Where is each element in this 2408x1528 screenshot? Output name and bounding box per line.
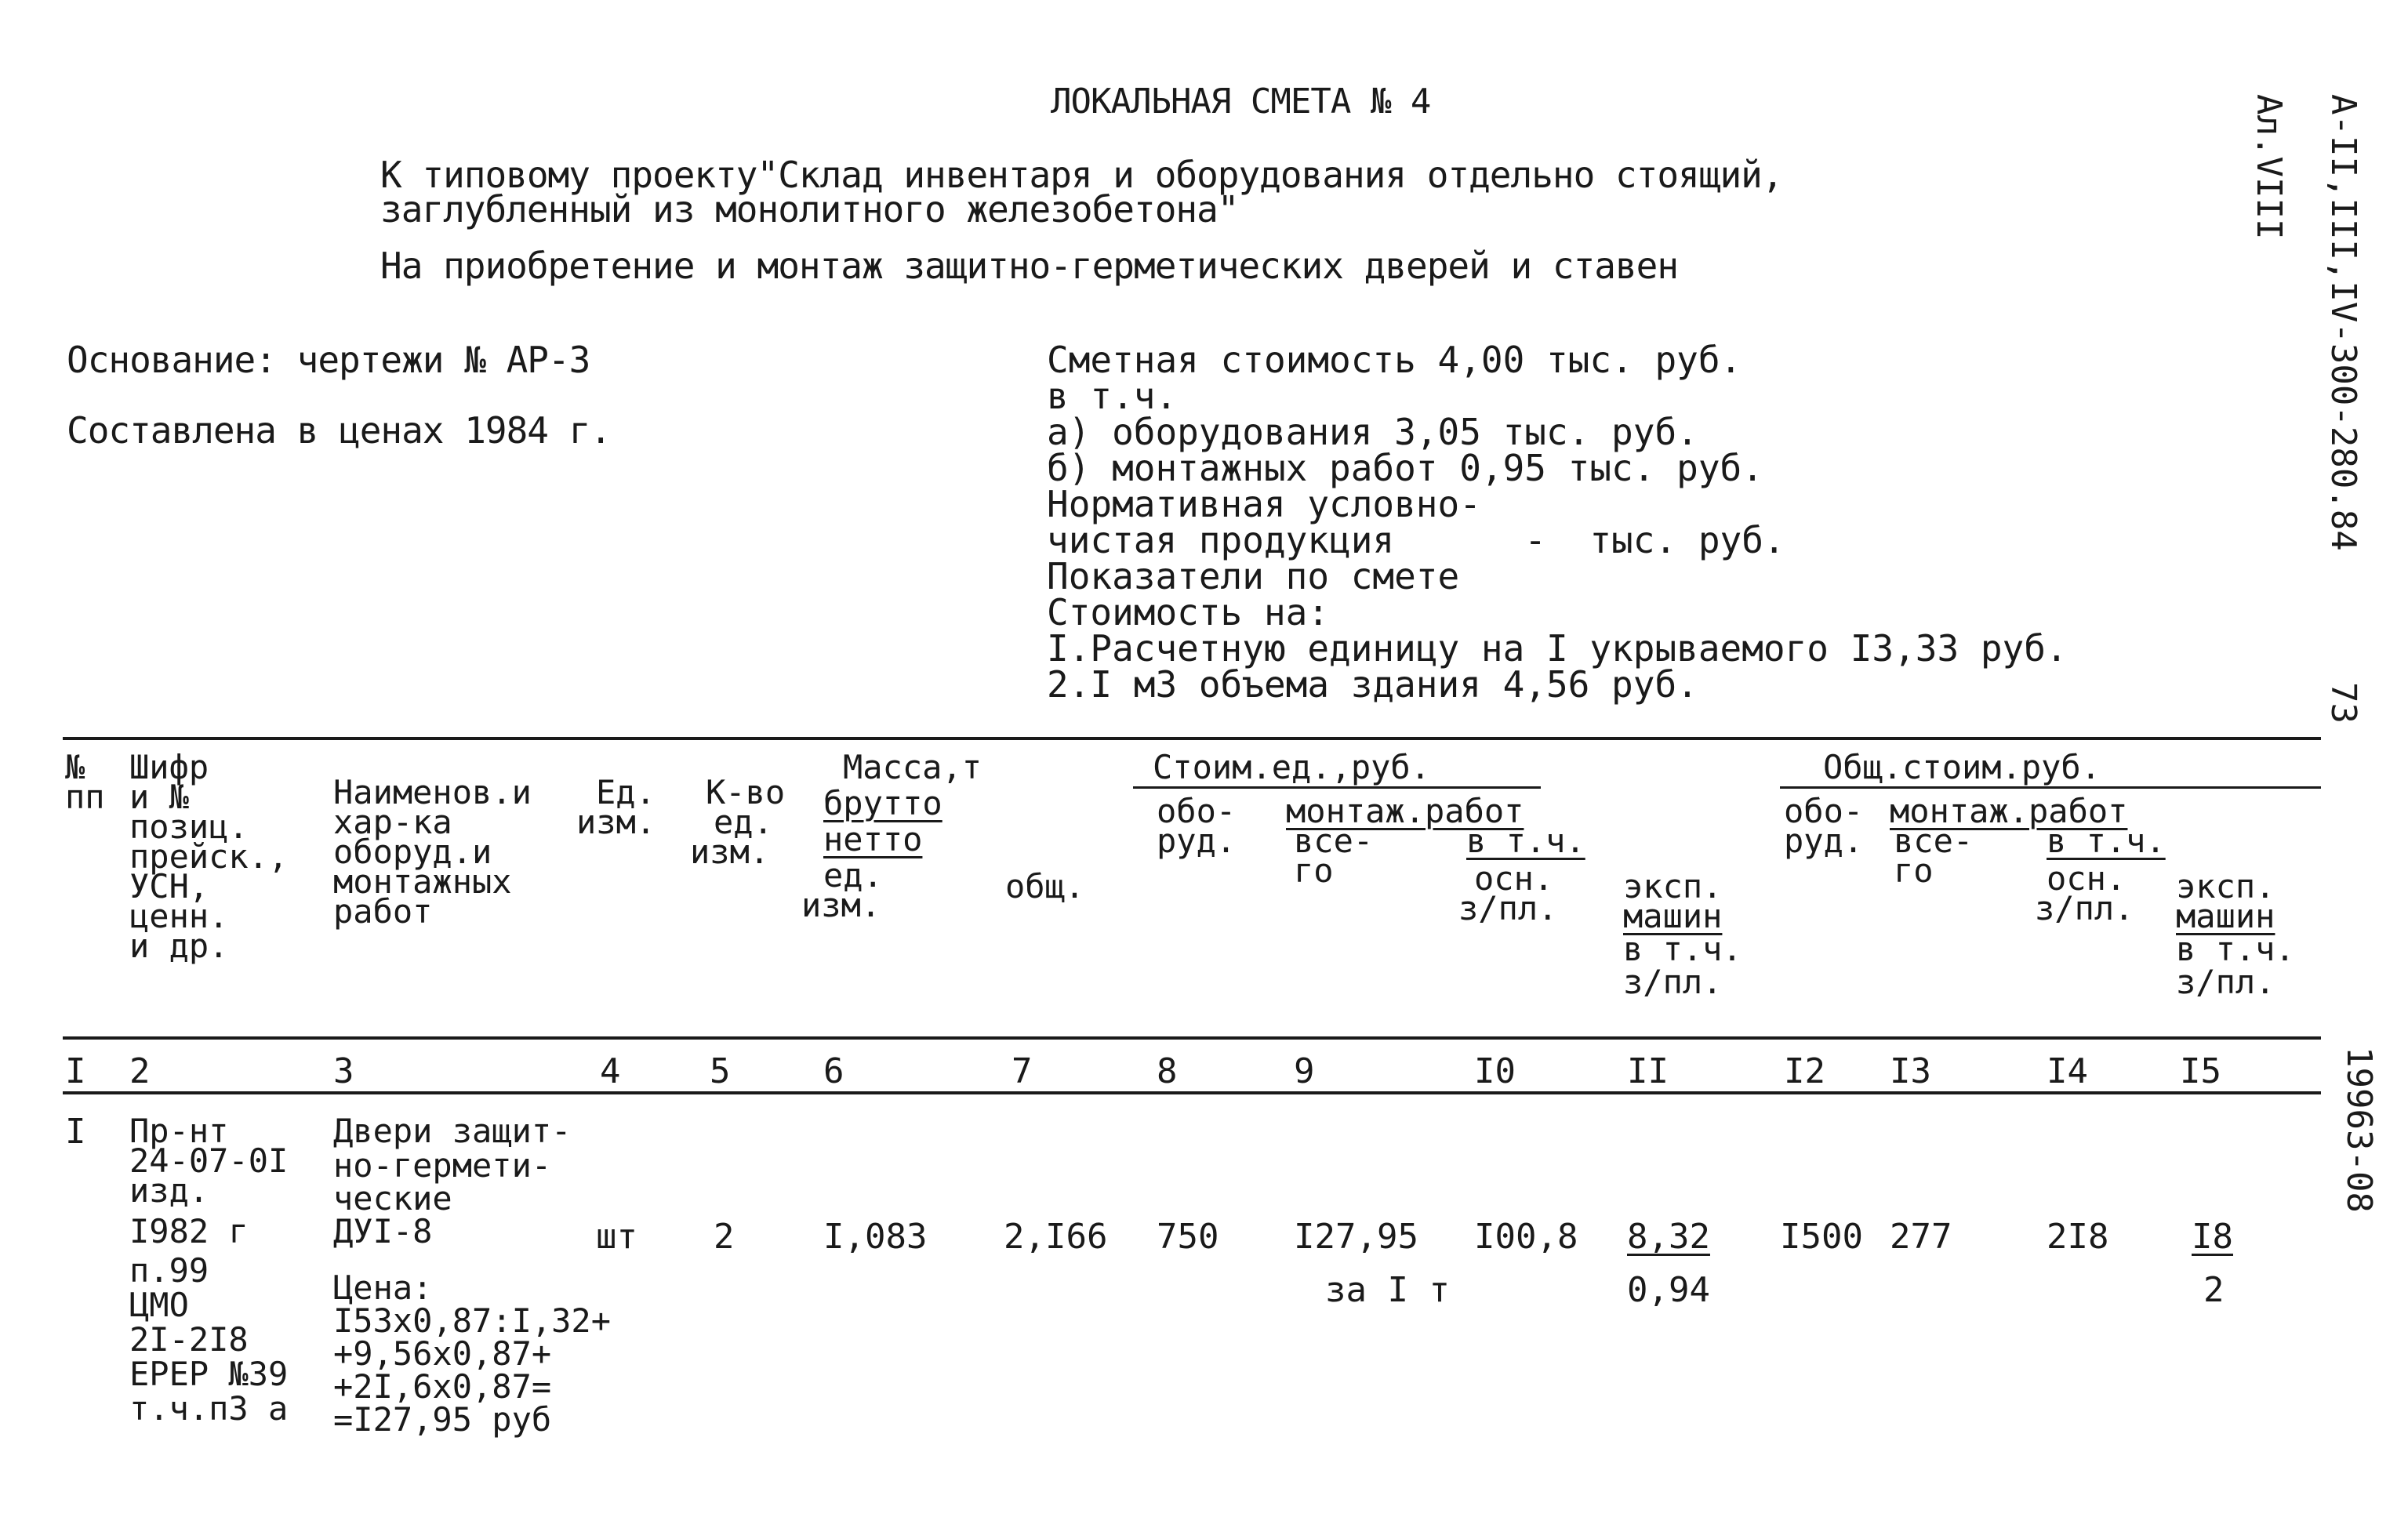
summary-line: чистая продукция - тыс. руб. [1047,519,1785,561]
total-cost-span [1780,786,2321,789]
row-base-wage-unit: I00,8 [1474,1217,1578,1257]
header-machines: эксп. [1623,867,1723,906]
header-name: Наименов.и [333,773,532,811]
header-qty: изм. [690,833,770,871]
header-incl: в т.ч. [1466,822,1585,860]
col-number: I [65,1051,86,1091]
row-price-line: +9,56x0,87+ [333,1334,552,1373]
header-machines-incl-total: в т.ч. [2176,930,2295,968]
row-machines-wage-total: 2 [2203,1270,2225,1310]
project-line-1: К типовому проекту"Склад инвентаря и оборудования отдельно стоящий, [380,154,1783,196]
header-mass-total: общ. [1005,867,1085,906]
archive-number: 19963-08 [2339,1047,2379,1213]
header-equip-total: руд. [1784,822,1864,860]
document-title: ЛОКАЛЬНАЯ СМЕТА № 4 [1051,82,1431,122]
header-equip-total: обо- [1784,792,1864,830]
header-machines-total: машин [2176,897,2275,935]
summary-line: Показатели по смете [1047,555,1460,597]
col-number: 5 [710,1051,731,1091]
col-number: I2 [1784,1051,1825,1091]
project-line-2: заглубленный из монолитного железобетона" [380,188,1239,230]
summary-line: в т.ч. [1047,375,1178,417]
header-machines-incl: з/пл. [1623,963,1723,1001]
row-base-wage-total: 2I8 [2047,1217,2109,1257]
header-incl-total: в т.ч. [2047,822,2166,860]
col-number: 2 [129,1051,151,1091]
page-number: 73 [2323,682,2363,724]
summary-line: б) монтажных работ 0,95 тыс. руб. [1047,447,1763,489]
row-code-line: I982 г [129,1212,249,1250]
row-mass-total: 2,I66 [1004,1217,1108,1257]
row-machines-wage-unit: 0,94 [1627,1270,1710,1310]
header-unit: Ед. [596,773,656,811]
header-machines: машин [1623,897,1723,935]
header-install: монтаж.работ [1286,792,1524,830]
summary-line: Сметная стоимость 4,00 тыс. руб. [1047,339,1742,381]
col-number: 3 [333,1051,354,1091]
header-code: и № [129,778,189,816]
row-machines-total: I8 [2192,1217,2233,1257]
row-code-line: п.99 [129,1251,209,1290]
header-base-wage-total: осн. [2047,859,2127,898]
header-unit: изм. [576,803,656,841]
summary-line: а) оборудования 3,05 тыс. руб. [1047,411,1698,453]
col-number: II [1627,1051,1669,1091]
summary-line: I.Расчетную единицу на I укрываемого I3,33 руб. [1047,627,2068,670]
row-equip-unit: 750 [1157,1217,1219,1257]
purpose-line: На приобретение и монтаж защитно-герметических дверей и ставен [380,245,1679,287]
table-top-rule [63,737,2321,740]
header-machines-incl: в т.ч. [1623,930,1742,968]
header-all-total: го [1894,851,1934,890]
header-name: монтажных [333,862,512,901]
col-number: 4 [600,1051,621,1091]
summary-line: 2.I м3 объема здания 4,56 руб. [1047,663,1698,706]
row-price-line: I53x0,87:I,32+ [333,1301,612,1340]
header-code: ценн. [129,897,229,935]
unit-cost-span [1133,786,1541,789]
row-name-line: Двери защит- [333,1112,572,1150]
header-base-wage: осн. [1474,859,1554,898]
row-name-line: ДУI-8 [333,1212,433,1250]
header-bottom-rule [63,1036,2321,1040]
header-all: го [1294,851,1334,890]
col-number: I4 [2047,1051,2088,1091]
header-mass-brutto: брутто [823,784,942,822]
header-mass-unit: изм. [801,886,881,924]
header-all: все- [1294,822,1374,860]
header-code: позиц. [129,808,249,846]
row-name-line: ческие [333,1179,452,1218]
col-number: I3 [1890,1051,1931,1091]
summary-line: Стоимость на: [1047,591,1330,633]
header-unit-cost: Стоим.ед.,руб. [1153,748,1431,786]
header-name: хар-ка [333,803,452,841]
col-number: I5 [2180,1051,2221,1091]
header-qty: ед. [714,803,773,841]
row-code-line: 2I-2I8 [129,1320,249,1359]
header-base-wage-total: з/пл. [2035,889,2134,927]
row-code-line: т.ч.п3 а [129,1389,289,1428]
header-install-total: монтаж.работ [1890,792,2128,830]
header-mass: Масса,т [843,748,982,786]
row-num: I [65,1112,86,1152]
header-total-cost: Общ.стоим.руб. [1823,748,2101,786]
col-number: 9 [1294,1051,1315,1091]
col-number: 7 [1012,1051,1033,1091]
row-code-line: ЦМО [129,1286,189,1324]
row-code-line: ЕРЕР №39 [129,1355,289,1393]
row-price-line: =I27,95 руб [333,1400,552,1439]
row-mass-unit: I,083 [823,1217,928,1257]
header-code: Шифр [129,748,209,786]
header-code: УСН, [129,867,209,906]
header-machines-total: эксп. [2176,867,2275,906]
row-name-line: но-гермети- [333,1146,552,1185]
header-equip: руд. [1157,822,1237,860]
row-equip-total: I500 [1780,1217,1863,1257]
summary-line: Нормативная условно- [1047,483,1481,525]
row-install-all-unit: I27,95 [1294,1217,1418,1257]
header-equip: обо- [1157,792,1237,830]
row-install-note: за I т [1325,1270,1450,1310]
header-name: работ [333,892,433,931]
header-qty: К-во [706,773,786,811]
row-qty: 2 [714,1217,735,1257]
header-num: № [65,748,85,786]
col-number: I0 [1474,1051,1516,1091]
header-num: пп [65,778,105,816]
col-numbers-rule [63,1091,2321,1094]
header-all-total: все- [1894,822,1974,860]
side-code-main: А-II,III,IV-300-280.84 [2323,94,2363,551]
row-price-line: Цена: [333,1268,433,1307]
row-code-line: изд. [129,1171,209,1210]
basis-line: Основание: чертежи № АР-3 [67,339,590,381]
header-machines-incl-total: з/пл. [2176,963,2275,1001]
col-number: 8 [1157,1051,1178,1091]
header-code: прейск., [129,837,289,876]
header-mass-unit: ед. [823,856,883,895]
header-code: и др. [129,927,229,965]
row-code-line: 24-07-0I [129,1141,289,1180]
row-code-line: Пр-нт [129,1112,229,1150]
header-base-wage: з/пл. [1458,889,1558,927]
prices-line: Составлена в ценах 1984 г. [67,409,612,452]
header-name: оборуд.и [333,833,492,871]
side-code-sub: Ал.VIII [2249,94,2289,240]
row-price-line: +2I,6x0,87= [333,1367,552,1406]
row-install-all-total: 277 [1890,1217,1952,1257]
col-number: 6 [823,1051,844,1091]
row-machines-unit: 8,32 [1627,1217,1710,1257]
header-mass-netto: нетто [823,820,923,858]
row-unit: шт [596,1217,637,1257]
